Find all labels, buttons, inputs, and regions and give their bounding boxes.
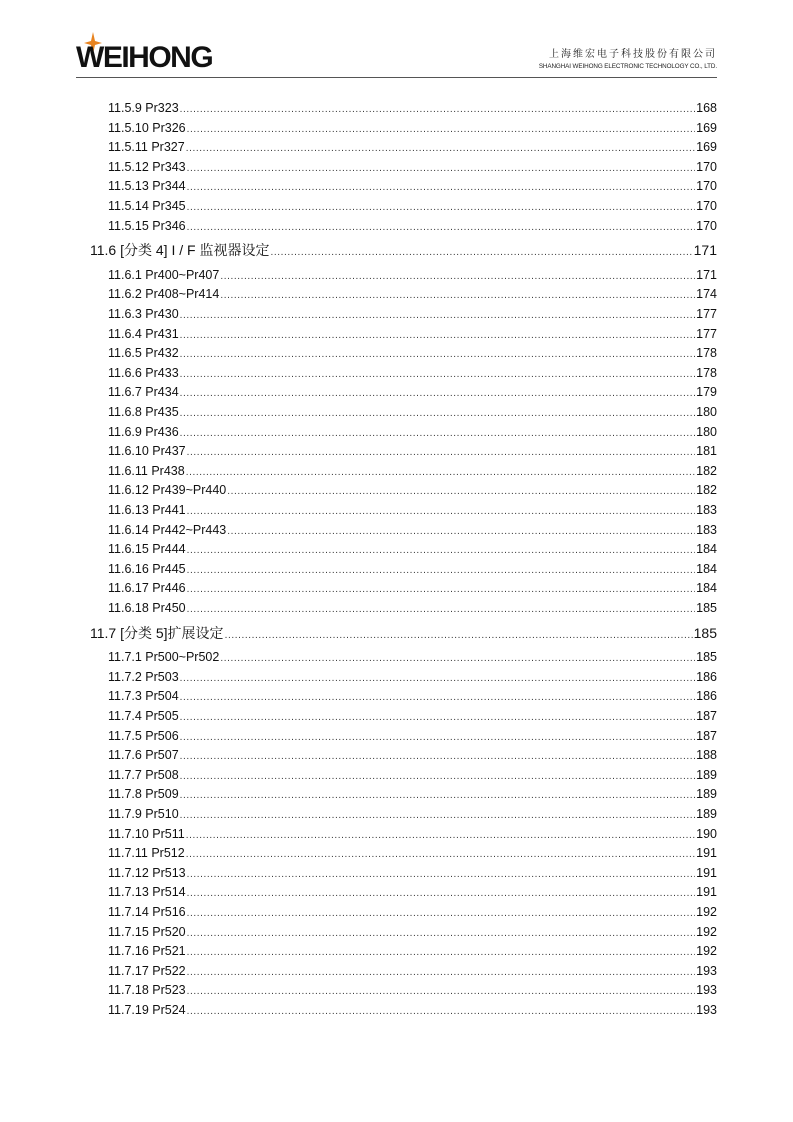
toc-leader-dots bbox=[187, 886, 696, 902]
toc-entry-page: 184 bbox=[696, 561, 717, 576]
toc-entry[interactable] bbox=[108, 747, 717, 763]
toc-entry-label: 11.7.4 Pr505 bbox=[108, 709, 179, 723]
toc-entry-page: 177 bbox=[696, 307, 717, 321]
toc-entry-page: 178 bbox=[696, 365, 717, 380]
toc-entry-label: 11.6.12 Pr439~Pr440 bbox=[108, 483, 227, 498]
company-name-cn: 上海维宏电子科技股份有限公司 bbox=[549, 49, 717, 60]
toc-entry[interactable] bbox=[108, 865, 717, 881]
toc-leader-dots bbox=[186, 828, 695, 844]
toc-entry[interactable] bbox=[108, 178, 717, 194]
toc-entry[interactable] bbox=[108, 404, 717, 420]
toc-leader-dots bbox=[225, 628, 693, 644]
toc-entry-label: 11.6.13 Pr441 bbox=[108, 503, 186, 517]
company-name bbox=[539, 48, 717, 72]
toc-leader-dots bbox=[187, 504, 696, 520]
toc-leader-dots bbox=[187, 602, 696, 618]
toc-entry-label: 11.7.14 Pr516 bbox=[108, 905, 186, 919]
toc-entry-label: 11.7.9 Pr510 bbox=[108, 807, 179, 821]
toc-entry-page: 191 bbox=[696, 885, 717, 900]
logo-text: WEIHONG bbox=[76, 41, 213, 74]
toc-leader-dots bbox=[186, 465, 695, 481]
toc-entry-page: 170 bbox=[696, 159, 717, 174]
toc-entry-label: 11.6.5 Pr432 bbox=[108, 346, 179, 361]
toc-entry[interactable] bbox=[108, 728, 717, 744]
toc-entry[interactable] bbox=[108, 463, 717, 479]
toc-entry-page: 186 bbox=[696, 669, 717, 684]
toc-leader-dots bbox=[180, 308, 695, 324]
toc-entry[interactable] bbox=[108, 100, 717, 116]
toc-entry-label: 11.6.9 Pr436 bbox=[108, 424, 179, 439]
toc-entry-label: 11.7.7 Pr508 bbox=[108, 767, 179, 782]
toc-leader-dots bbox=[187, 1004, 696, 1020]
toc-leader-dots bbox=[187, 200, 696, 216]
toc-entry-label: 11.7 [分类 5]扩展设定 bbox=[90, 624, 224, 641]
toc-entry-page: 184 bbox=[696, 542, 717, 557]
toc-entry-page: 187 bbox=[696, 709, 717, 723]
toc-entry-page: 174 bbox=[696, 287, 717, 302]
toc-entry-page: 188 bbox=[696, 748, 717, 763]
toc-entry-label: 11.6.4 Pr431 bbox=[108, 326, 179, 341]
toc-entry-label: 11.6.11 Pr438 bbox=[108, 463, 185, 478]
toc-entry-page: 180 bbox=[696, 424, 717, 439]
toc-leader-dots bbox=[180, 406, 695, 422]
toc-entry[interactable] bbox=[108, 424, 717, 440]
toc-leader-dots bbox=[180, 769, 695, 785]
toc-entry[interactable] bbox=[108, 443, 717, 459]
toc-entry-label: 11.5.11 Pr327 bbox=[108, 140, 185, 155]
toc-entry[interactable] bbox=[108, 159, 717, 175]
toc-leader-dots bbox=[180, 426, 695, 442]
toc-entry-page: 170 bbox=[696, 179, 717, 194]
toc-leader-dots bbox=[186, 847, 695, 863]
toc-entry-label: 11.6.15 Pr444 bbox=[108, 542, 186, 557]
toc-entry[interactable] bbox=[108, 708, 717, 724]
toc-entry-label: 11.5.12 Pr343 bbox=[108, 159, 186, 174]
toc-entry-page: 178 bbox=[696, 346, 717, 361]
toc-leader-dots bbox=[187, 906, 696, 922]
toc-section-entry[interactable] bbox=[90, 625, 717, 641]
toc-section-entry[interactable] bbox=[90, 242, 717, 258]
toc-leader-dots bbox=[180, 808, 695, 824]
toc-entry[interactable] bbox=[108, 306, 717, 322]
toc-leader-dots bbox=[180, 788, 695, 804]
toc-entry-label: 11.7.8 Pr509 bbox=[108, 787, 179, 802]
toc-entry[interactable] bbox=[108, 943, 717, 959]
toc-entry-page: 183 bbox=[696, 522, 717, 537]
toc-entry[interactable] bbox=[108, 286, 717, 302]
toc-entry-page: 193 bbox=[696, 1003, 717, 1017]
toc-entry-page: 169 bbox=[696, 120, 717, 135]
toc-entry-page: 191 bbox=[696, 846, 717, 861]
toc-entry-label: 11.6.3 Pr430 bbox=[108, 307, 179, 321]
toc-entry[interactable] bbox=[108, 688, 717, 704]
toc-leader-dots bbox=[187, 582, 696, 598]
toc-entry-label: 11.7.12 Pr513 bbox=[108, 865, 186, 880]
toc-entry[interactable] bbox=[108, 482, 717, 498]
toc-entry-page: 171 bbox=[696, 267, 717, 282]
toc-entry-page: 192 bbox=[696, 905, 717, 919]
toc-leader-dots bbox=[187, 984, 696, 1000]
toc-entry[interactable] bbox=[108, 384, 717, 400]
toc-entry-page: 169 bbox=[696, 140, 717, 155]
toc-leader-dots bbox=[186, 141, 695, 157]
toc-leader-dots bbox=[180, 102, 695, 118]
toc-entry[interactable] bbox=[108, 600, 717, 616]
toc-entry[interactable] bbox=[108, 826, 717, 842]
toc-entry-label: 11.6.14 Pr442~Pr443 bbox=[108, 522, 227, 537]
toc-entry-label: 11.5.14 Pr345 bbox=[108, 199, 186, 213]
toc-entry-label: 11.7.6 Pr507 bbox=[108, 748, 179, 763]
company-name-en: SHANGHAI WEIHONG ELECTRONIC TECHNOLOGY CO., LTD. bbox=[538, 63, 717, 70]
toc-entry[interactable] bbox=[108, 806, 717, 822]
toc-leader-dots bbox=[270, 245, 692, 261]
toc-entry-label: 11.7.5 Pr506 bbox=[108, 728, 179, 743]
toc-entry-label: 11.6.1 Pr400~Pr407 bbox=[108, 267, 220, 282]
toc-entry-page: 193 bbox=[696, 983, 717, 998]
toc-entry-page: 189 bbox=[696, 787, 717, 802]
toc-leader-dots bbox=[187, 180, 696, 196]
toc-entry[interactable] bbox=[108, 365, 717, 381]
toc-entry[interactable] bbox=[108, 502, 717, 518]
toc-entry-page: 185 bbox=[693, 624, 717, 641]
toc-entry[interactable] bbox=[108, 963, 717, 979]
toc-entry-page: 185 bbox=[696, 601, 717, 615]
toc-entry-label: 11.7.2 Pr503 bbox=[108, 669, 179, 684]
toc-leader-dots bbox=[180, 328, 695, 344]
toc-entry[interactable] bbox=[108, 326, 717, 342]
toc-entry-label: 11.5.10 Pr326 bbox=[108, 120, 186, 135]
toc-entry-label: 11.7.18 Pr523 bbox=[108, 983, 186, 998]
toc-leader-dots bbox=[180, 367, 695, 383]
toc-entry-page: 192 bbox=[696, 924, 717, 939]
toc-entry[interactable] bbox=[108, 561, 717, 577]
toc-entry-label: 11.6.16 Pr445 bbox=[108, 561, 186, 576]
toc-entry-page: 186 bbox=[696, 689, 717, 704]
toc-entry-label: 11.5.13 Pr344 bbox=[108, 179, 186, 194]
toc-entry[interactable] bbox=[108, 669, 717, 685]
toc-leader-dots bbox=[180, 730, 695, 746]
toc-entry[interactable] bbox=[108, 924, 717, 940]
toc-entry[interactable] bbox=[108, 345, 717, 361]
toc-entry-page: 185 bbox=[696, 650, 717, 665]
toc-leader-dots bbox=[227, 484, 695, 500]
toc-leader-dots bbox=[187, 220, 696, 236]
toc-entry[interactable] bbox=[108, 139, 717, 155]
toc-entry-page: 184 bbox=[696, 581, 717, 596]
toc-leader-dots bbox=[187, 543, 696, 559]
toc-entry[interactable] bbox=[108, 267, 717, 283]
toc-entry-page: 181 bbox=[696, 444, 717, 459]
toc-leader-dots bbox=[187, 945, 696, 961]
toc-entry-label: 11.5.9 Pr323 bbox=[108, 101, 179, 115]
toc-leader-dots bbox=[180, 690, 695, 706]
toc-entry-page: 189 bbox=[696, 807, 717, 821]
toc-entry[interactable] bbox=[108, 198, 717, 214]
toc-entry-label: 11.7.16 Pr521 bbox=[108, 944, 186, 959]
toc-entry-label: 11.6.7 Pr434 bbox=[108, 385, 179, 400]
toc-entry-label: 11.7.13 Pr514 bbox=[108, 885, 186, 900]
toc-leader-dots bbox=[187, 867, 696, 883]
toc-entry-page: 170 bbox=[696, 218, 717, 233]
toc-entry-label: 11.7.15 Pr520 bbox=[108, 924, 186, 939]
toc-entry-page: 168 bbox=[696, 101, 717, 115]
toc-leader-dots bbox=[180, 347, 695, 363]
toc-entry-page: 171 bbox=[693, 242, 717, 259]
toc-entry-page: 191 bbox=[696, 865, 717, 880]
toc-entry-page: 192 bbox=[696, 944, 717, 959]
toc-entry[interactable] bbox=[108, 845, 717, 861]
toc-leader-dots bbox=[220, 651, 695, 667]
toc-leader-dots bbox=[187, 563, 696, 579]
toc-entry-label: 11.6.10 Pr437 bbox=[108, 444, 186, 459]
toc-leader-dots bbox=[180, 386, 695, 402]
header-divider bbox=[76, 77, 717, 78]
toc-entry-label: 11.7.17 Pr522 bbox=[108, 963, 186, 978]
toc-entry-label: 11.7.1 Pr500~Pr502 bbox=[108, 650, 220, 665]
toc-entry-page: 180 bbox=[696, 405, 717, 419]
toc-entry-label: 11.7.10 Pr511 bbox=[108, 826, 185, 841]
toc-entry-label: 11.6.6 Pr433 bbox=[108, 365, 179, 380]
toc-entry[interactable] bbox=[108, 541, 717, 557]
toc-entry-label: 11.6.8 Pr435 bbox=[108, 405, 179, 419]
toc-entry-page: 193 bbox=[696, 963, 717, 978]
toc-entry[interactable] bbox=[108, 1002, 717, 1018]
toc-entry-page: 183 bbox=[696, 503, 717, 517]
toc-leader-dots bbox=[180, 749, 695, 765]
page-header bbox=[0, 0, 793, 82]
toc-entry[interactable] bbox=[108, 649, 717, 665]
toc-entry-page: 170 bbox=[696, 199, 717, 213]
toc-entry-page: 182 bbox=[696, 463, 717, 478]
toc-entry-label: 11.7.11 Pr512 bbox=[108, 846, 185, 861]
toc-entry-label: 11.6 [分类 4] I / F 监视器设定 bbox=[90, 242, 270, 259]
toc-entry-label: 11.7.3 Pr504 bbox=[108, 689, 179, 704]
toc-leader-dots bbox=[187, 122, 696, 138]
toc-entry-page: 190 bbox=[696, 826, 717, 841]
toc-entry-label: 11.6.17 Pr446 bbox=[108, 581, 186, 596]
toc-entry-label: 11.6.2 Pr408~Pr414 bbox=[108, 287, 220, 302]
toc-leader-dots bbox=[180, 710, 695, 726]
toc-entry-page: 187 bbox=[696, 728, 717, 743]
toc-entry[interactable] bbox=[108, 982, 717, 998]
toc-leader-dots bbox=[187, 926, 696, 942]
toc-entry-label: 11.6.18 Pr450 bbox=[108, 601, 186, 615]
toc-entry[interactable] bbox=[108, 884, 717, 900]
toc-entry-page: 179 bbox=[696, 385, 717, 400]
toc-leader-dots bbox=[220, 269, 695, 285]
toc-leader-dots bbox=[187, 445, 696, 461]
toc-entry[interactable] bbox=[108, 767, 717, 783]
toc-entry[interactable] bbox=[108, 120, 717, 136]
toc-entry[interactable] bbox=[108, 786, 717, 802]
toc-leader-dots bbox=[187, 965, 696, 981]
toc-entry[interactable] bbox=[108, 522, 717, 538]
toc-entry[interactable] bbox=[108, 904, 717, 920]
toc-leader-dots bbox=[180, 671, 695, 687]
toc-entry[interactable] bbox=[108, 218, 717, 234]
toc-entry-page: 182 bbox=[696, 483, 717, 498]
toc-leader-dots bbox=[220, 288, 695, 304]
toc-entry[interactable] bbox=[108, 580, 717, 596]
toc-leader-dots bbox=[227, 524, 695, 540]
toc-entry-page: 189 bbox=[696, 767, 717, 782]
toc-entry-page: 177 bbox=[696, 326, 717, 341]
toc-leader-dots bbox=[187, 161, 696, 177]
toc-entry-label: 11.7.19 Pr524 bbox=[108, 1003, 186, 1017]
toc-entry-label: 11.5.15 Pr346 bbox=[108, 218, 186, 233]
